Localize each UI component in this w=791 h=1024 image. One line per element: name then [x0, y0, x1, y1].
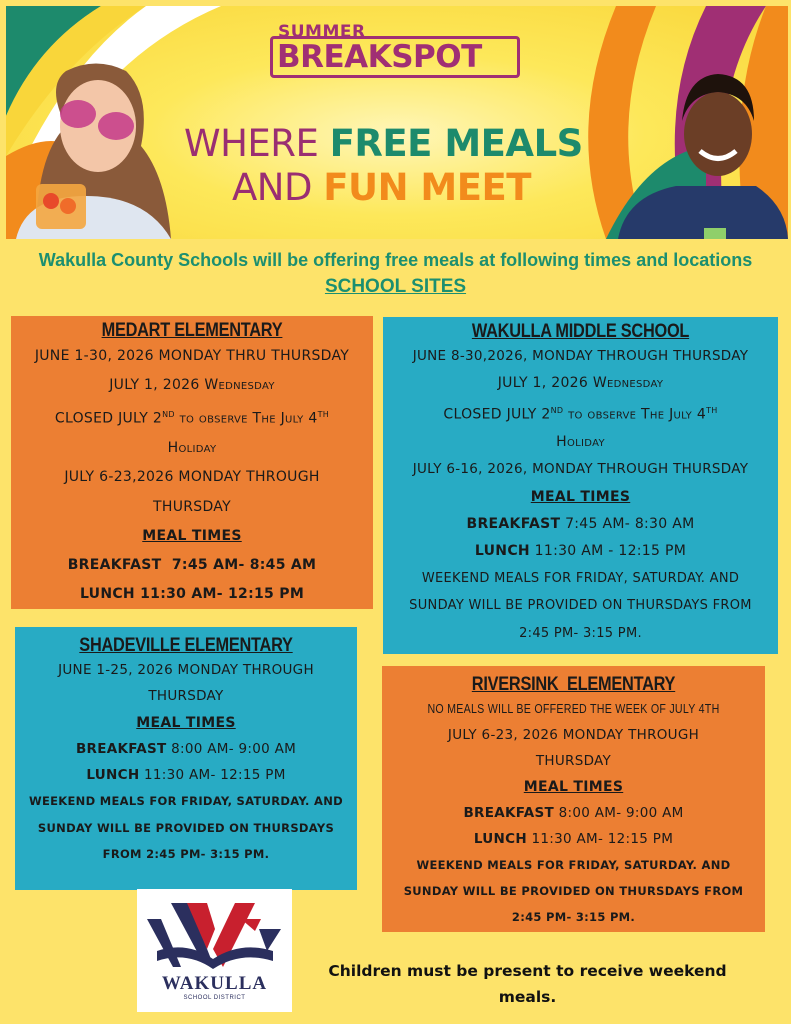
riversink-lunch [382, 826, 765, 852]
shadeville-weekend-3: FROM 2:45 PM- 3:15 PM. [102, 847, 270, 862]
headline-line-2 [232, 168, 682, 208]
shadeville-box [15, 627, 357, 890]
shadeville-title: SHADEVILLE ELEMENTARY [79, 635, 293, 656]
wakulla-lunch-label: LUNCH [474, 543, 530, 560]
medart-breakfast-label: BREAKFAST [67, 557, 162, 574]
medart-line-2: JULY 1, 2026 Wednesday [109, 377, 275, 394]
shadeville-breakfast [15, 736, 357, 762]
medart-sup-nd: ND [162, 410, 175, 420]
wakulla-breakfast-time: 7:45 AM- 8:30 AM [560, 515, 695, 532]
district-subtitle: SCHOOL DISTRICT [183, 995, 246, 1001]
medart-breakfast [11, 551, 373, 580]
wakulla-lunch [383, 538, 778, 565]
headline-fun-meet: FUN MEET [323, 166, 532, 209]
shadeville-weekend-2: SUNDAY WILL BE PROVIDED ON THURSDAYS [37, 820, 335, 835]
headline-and: AND [232, 166, 324, 209]
riversink-lunch-time: 11:30 AM- 12:15 PM [526, 831, 674, 847]
brand-logo [270, 36, 520, 78]
riversink-no-meals: NO MEALS WILL BE OFFERED THE WEEK OF JULY 4TH [427, 701, 720, 716]
hero-banner [6, 6, 788, 239]
wakulla-lunch-time: 11:30 AM - 12:15 PM [529, 543, 687, 560]
medart-line-6: THURSDAY [153, 498, 231, 515]
riversink-weekend-2: SUNDAY WILL BE PROVIDED ON THURSDAYS FROM [403, 884, 744, 898]
headline-line-1 [184, 124, 634, 164]
wakulla-breakfast-label: BREAKFAST [466, 515, 561, 532]
wakulla-line-5: JULY 6-16, 2026, MONDAY THROUGH THURSDAY [412, 461, 749, 478]
shadeville-lunch-time: 11:30 AM- 12:15 PM [139, 767, 286, 784]
medart-line-4: Holiday [167, 440, 217, 457]
brand-main-text: BREAKSPOT [277, 39, 482, 75]
riversink-breakfast-time: 8:00 AM- 9:00 AM [554, 805, 684, 821]
brand-top-text: SUMMER [278, 22, 366, 42]
wakulla-line-4: Holiday [556, 434, 605, 451]
medart-line-3 [11, 400, 373, 434]
wakulla-line-1: JUNE 8-30,2026, MONDAY THROUGH THURSDAY [412, 348, 749, 364]
wakulla-weekend-3: 2:45 PM- 3:15 PM. [519, 625, 642, 641]
wakulla-meal-times: MEAL TIMES [530, 488, 631, 505]
riversink-line-2: THURSDAY [535, 753, 612, 769]
riversink-title: RIVERSINK ELEMENTARY [471, 674, 676, 695]
wakulla-closed: CLOSED JULY 2 [443, 407, 551, 424]
wakulla-title: WAKULLA MIDDLE SCHOOL [471, 321, 690, 342]
shadeville-line-2: THURSDAY [148, 688, 224, 705]
intro-text: Wakulla County Schools will be offering free meals at following times and locations [38, 250, 753, 270]
wakulla-sup-nd: ND [550, 406, 564, 416]
medart-closed: CLOSED JULY 2 [54, 411, 163, 428]
medart-observe: to observe The July 4 [174, 411, 318, 428]
headline-where: WHERE [184, 122, 330, 165]
medart-lunch-label: LUNCH [79, 586, 135, 603]
riversink-breakfast-label: BREAKFAST [463, 805, 555, 821]
medart-meal-times: MEAL TIMES [142, 527, 242, 544]
wakulla-weekend-1: WEEKEND MEALS FOR FRIDAY, SATURDAY. AND [421, 571, 740, 587]
medart-lunch [11, 580, 373, 609]
medart-line-5: JULY 6-23,2026 MONDAY THROUGH [64, 469, 320, 486]
shadeville-line-1: JUNE 1-25, 2026 MONDAY THROUGH [58, 662, 314, 678]
medart-title: MEDART ELEMENTARY [101, 320, 283, 341]
shadeville-breakfast-label: BREAKFAST [75, 740, 167, 757]
riversink-meal-times: MEAL TIMES [523, 779, 624, 795]
wakulla-line-2: JULY 1, 2026 Wednesday [497, 375, 664, 392]
riversink-weekend-3: 2:45 PM- 3:15 PM. [511, 910, 636, 924]
wakulla-sup-th: TH [706, 406, 718, 416]
shadeville-weekend-1: WEEKEND MEALS FOR FRIDAY, SATURDAY. AND [28, 794, 343, 809]
w-book-icon [137, 889, 292, 973]
headline-free-meals: FREE MEALS [329, 122, 583, 165]
footer-note: Children must be present to receive weekend meals. [328, 962, 727, 1006]
shadeville-meal-times: MEAL TIMES [136, 714, 236, 731]
medart-breakfast-time: 7:45 AM- 8:45 AM [161, 557, 317, 574]
riversink-lunch-label: LUNCH [473, 831, 527, 847]
riversink-weekend-1: WEEKEND MEALS FOR FRIDAY, SATURDAY. AND [416, 858, 731, 872]
wakulla-line-3 [383, 397, 778, 429]
medart-sup-th: TH [317, 410, 330, 420]
medart-line-1: JUNE 1-30, 2026 MONDAY THRU THURSDAY [34, 348, 350, 364]
shadeville-breakfast-time: 8:00 AM- 9:00 AM [166, 740, 297, 757]
riversink-line-1: JULY 6-23, 2026 MONDAY THROUGH [447, 727, 700, 743]
wakulla-observe: to observe The July 4 [563, 407, 707, 424]
riversink-breakfast [382, 800, 765, 826]
medart-lunch-time: 11:30 AM- 12:15 PM [134, 586, 305, 603]
district-name: WAKULLA [161, 973, 268, 994]
shadeville-lunch-label: LUNCH [86, 767, 140, 784]
wakulla-breakfast [383, 511, 778, 538]
wakulla-middle-box [383, 317, 778, 654]
sites-title: SCHOOL SITES [324, 276, 467, 297]
shadeville-lunch [15, 762, 357, 788]
medart-box [11, 316, 373, 609]
wakulla-district-logo [137, 889, 292, 1012]
wakulla-weekend-2: SUNDAY WILL BE PROVIDED ON THURSDAYS FROM [409, 598, 752, 614]
riversink-box [382, 666, 765, 932]
